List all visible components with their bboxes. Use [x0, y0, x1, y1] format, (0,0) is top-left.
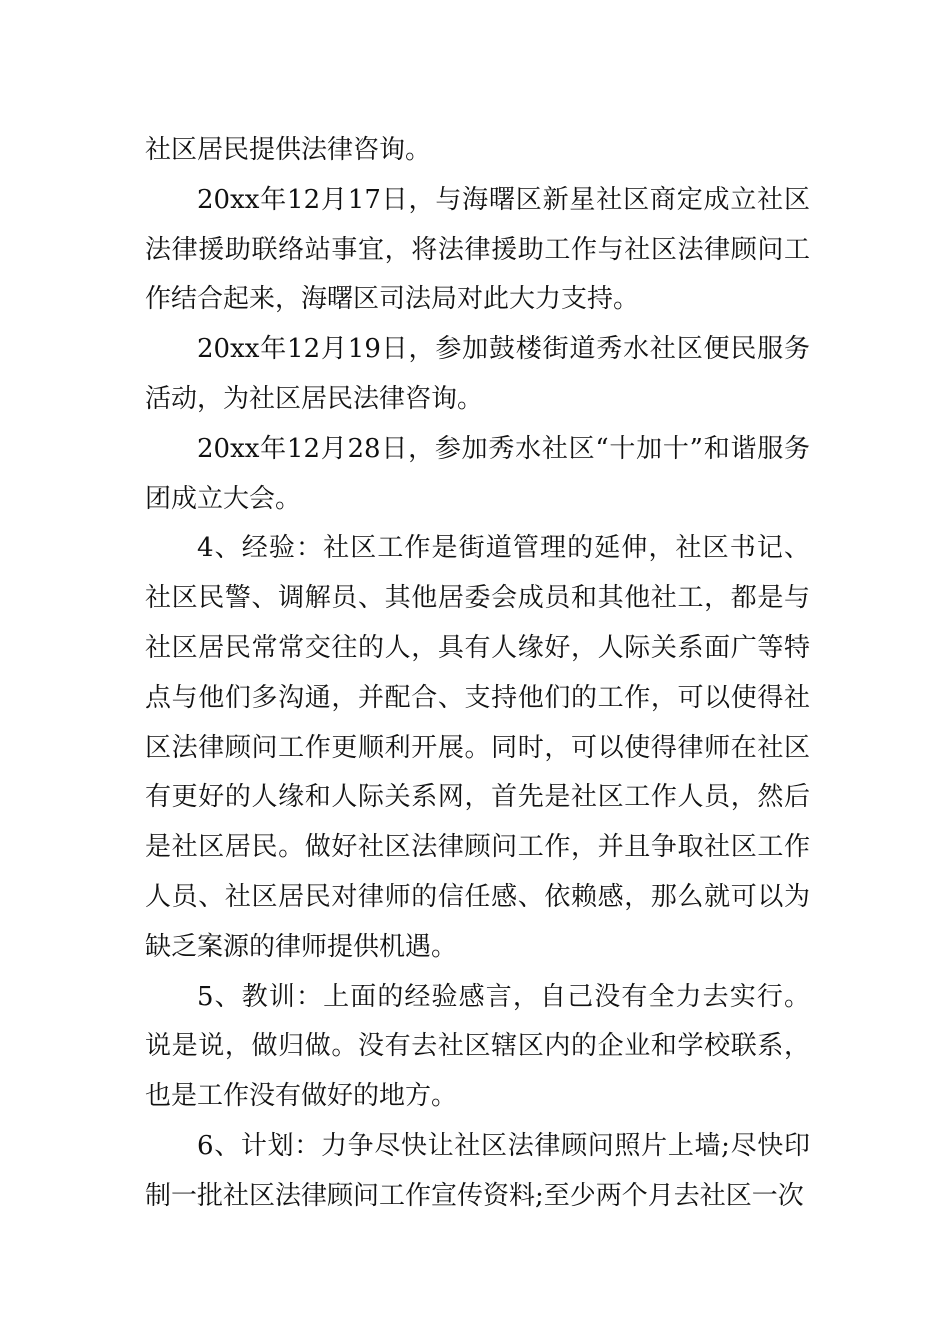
- paragraph-dec-17: 20xx年12月17日，与海曙区新星社区商定成立社区法律援助联络站事宜，将法律援助工作与社区法律顾问工作结合起来，海曙区司法局对此大力支持。: [145, 184, 810, 315]
- paragraph-dec-19: 20xx年12月19日，参加鼓楼街道秀水社区便民服务活动，为社区居民法律咨询。: [145, 334, 810, 414]
- paragraph-plan: 6、计划：力争尽快让社区法律顾问照片上墙;尽快印制一批社区法律顾问工作宣传资料;至少两个月去社区一次: [145, 1130, 810, 1211]
- paragraph-lessons: 5、教训：上面的经验感言，自己没有全力去实行。说是说，做归做。没有去社区辖区内的企业和学校联系，也是工作没有做好的地方。: [145, 981, 810, 1112]
- paragraph-experience: 4、经验：社区工作是街道管理的延伸，社区书记、社区民警、调解员、其他居委会成员和其他社工，都是与社区居民常常交往的人，具有人缘好，人际关系面广等特点与他们多沟通，并配合、支持他们的工作，可以使得社区法律顾问工作更顺利开展。同时，可以使得律师在社区有更好的人缘和人际关系网，首先是社区工作人员，然后是社区居民。做好社区法律顾问工作，并且争取社区工作人员、社区居民对律师的信任感、依赖感，那么就可以为缺乏案源的律师提供机遇。: [145, 533, 810, 962]
- paragraph-continuation: 社区居民提供法律咨询。: [145, 135, 432, 165]
- document-body: [145, 126, 810, 1222]
- paragraph-dec-28: 20xx年12月28日，参加秀水社区“十加十”和谐服务团成立大会。: [145, 433, 810, 514]
